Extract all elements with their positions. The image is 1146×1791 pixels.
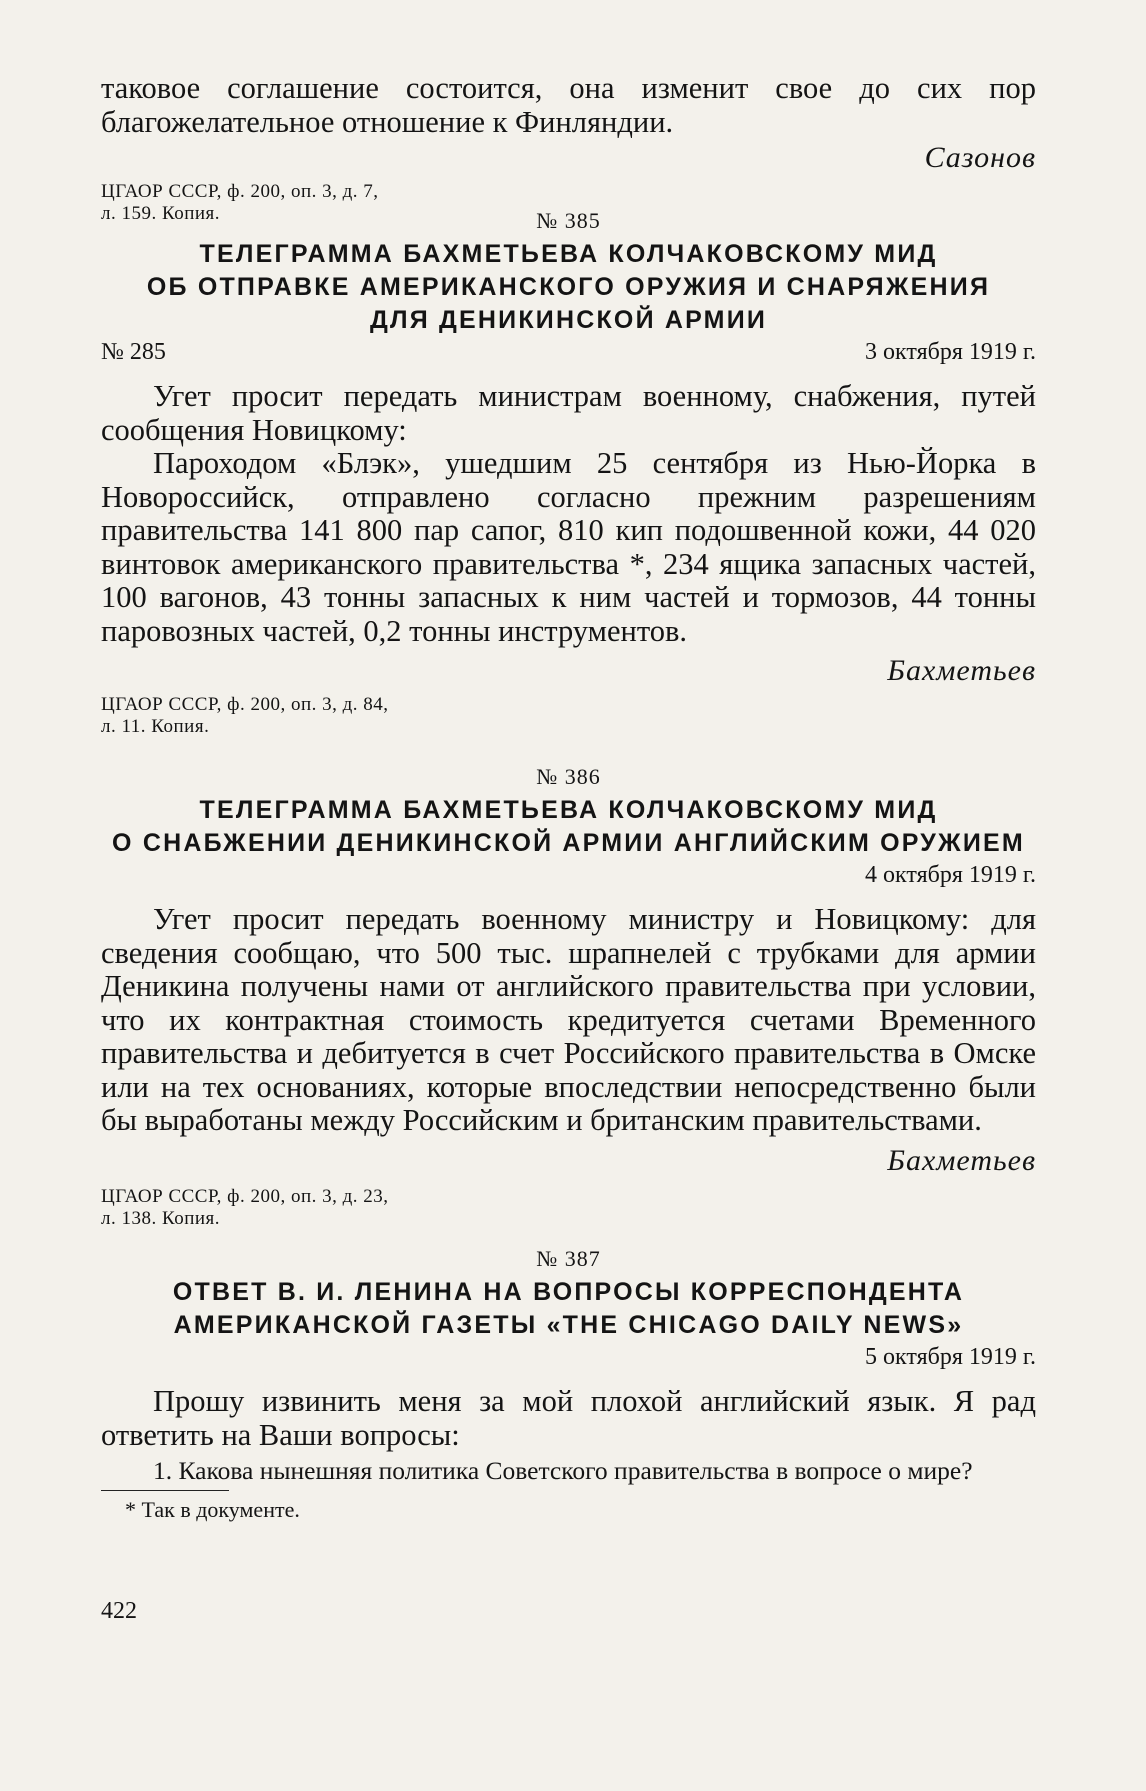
footnote: * Так в документе. [125,1497,300,1522]
ref-date-row [101,339,1036,366]
continuation-paragraph: таковое соглашение состоится, она изменит свое до сих пор благожелательное отношение к Финляндии. [101,71,1036,139]
signature-sazonov: Сазонов [924,141,1036,174]
top-section [101,72,1036,225]
question-1: 1. Какова нынешняя политика Советского правительства в вопросе о мире? [153,1456,973,1485]
title-line: ДЛЯ ДЕНИКИНСКОЙ АРМИИ [369,306,768,334]
document-date: 3 октября 1919 г. [865,339,1036,365]
signature-bakhmetev: Бахметьев [887,654,1036,687]
paragraph: Пароходом «Блэк», ушедшим 25 сентября из Нью-Йорка в Новороссийск, отправлено согласно прежним разрешениям правительства 141 800 пар сапог, 810 кип подошвенной кожи, 44 020 винтовок американского правительства *, 234 ящика запасных частей, 100 вагонов, 43 тонны запасных к ним частей и тормозов, 44 тонны паровозных частей, 0,2 тонны инструментов. [101,446,1036,648]
signature-bakhmetev: Бахметьев [887,1143,1036,1177]
source-line: л. 11. Копия. [101,716,210,737]
document-title [101,1276,1036,1342]
footnote-rule [101,1490,229,1491]
title-line: АМЕРИКАНСКОЙ ГАЗЕТЫ «THE CHICAGO DAILY NEWS» [173,1311,964,1339]
document-title [101,794,1036,860]
source-note [101,1186,1036,1230]
source-line: л. 138. Копия. [101,1207,221,1229]
document-date: 4 октября 1919 г. [865,862,1036,888]
paragraph: Угет просит передать военному министру и Новицкому: для сведения сообщаю, что 500 тыс. шрапнелей с трубками для армии Деникина получены нами от английского правительства при условии, что их контрактная стоимость кредитуется счетами Временного правительства и дебитуется в счет Российского правительства в Омске или на тех основаниях, которые впоследствии непосредственно были бы выработаны между Российским и британским правительствами. [101,902,1036,1137]
source-line: ЦГАОР СССР, ф. 200, оп. 3, д. 23, [101,1185,389,1207]
document-date: 5 октября 1919 г. [865,1344,1036,1370]
source-line: ЦГАОР СССР, ф. 200, оп. 3, д. 84, [101,694,389,715]
telegram-ref-number: № 285 [101,339,166,365]
document-number: № 385 [536,208,601,233]
page-number: 422 [101,1598,137,1624]
document-number: № 386 [536,764,601,789]
title-line: ТЕЛЕГРАММА БАХМЕТЬЕВА КОЛЧАКОВСКОМУ МИД [199,240,938,268]
source-note [101,694,1036,738]
document-387 [101,1246,1036,1523]
paragraph: Прошу извинить меня за мой плохой английский язык. Я рад ответить на Ваши вопросы: [101,1384,1036,1452]
title-line: ОТВЕТ В. И. ЛЕНИНА НА ВОПРОСЫ КОРРЕСПОНДЕНТА [172,1278,965,1306]
source-line: л. 159. Копия. [101,203,221,224]
title-line: ТЕЛЕГРАММА БАХМЕТЬЕВА КОЛЧАКОВСКОМУ МИД [199,796,938,824]
document-title [101,238,1036,337]
page-footer [101,1598,1036,1625]
title-line: О СНАБЖЕНИИ ДЕНИКИНСКОЙ АРМИИ АНГЛИЙСКИМ ОРУЖИЕМ [112,829,1025,857]
source-line: ЦГАОР СССР, ф. 200, оп. 3, д. 7, [101,181,379,202]
document-385 [101,208,1036,738]
paragraph: Угет просит передать министрам военному, снабжения, путей сообщения Новицкому: [101,379,1036,447]
title-line: ОБ ОТПРАВКЕ АМЕРИКАНСКОГО ОРУЖИЯ И СНАРЯЖЕНИЯ [146,273,991,301]
document-number: № 387 [536,1246,601,1271]
document-386 [101,764,1036,1230]
